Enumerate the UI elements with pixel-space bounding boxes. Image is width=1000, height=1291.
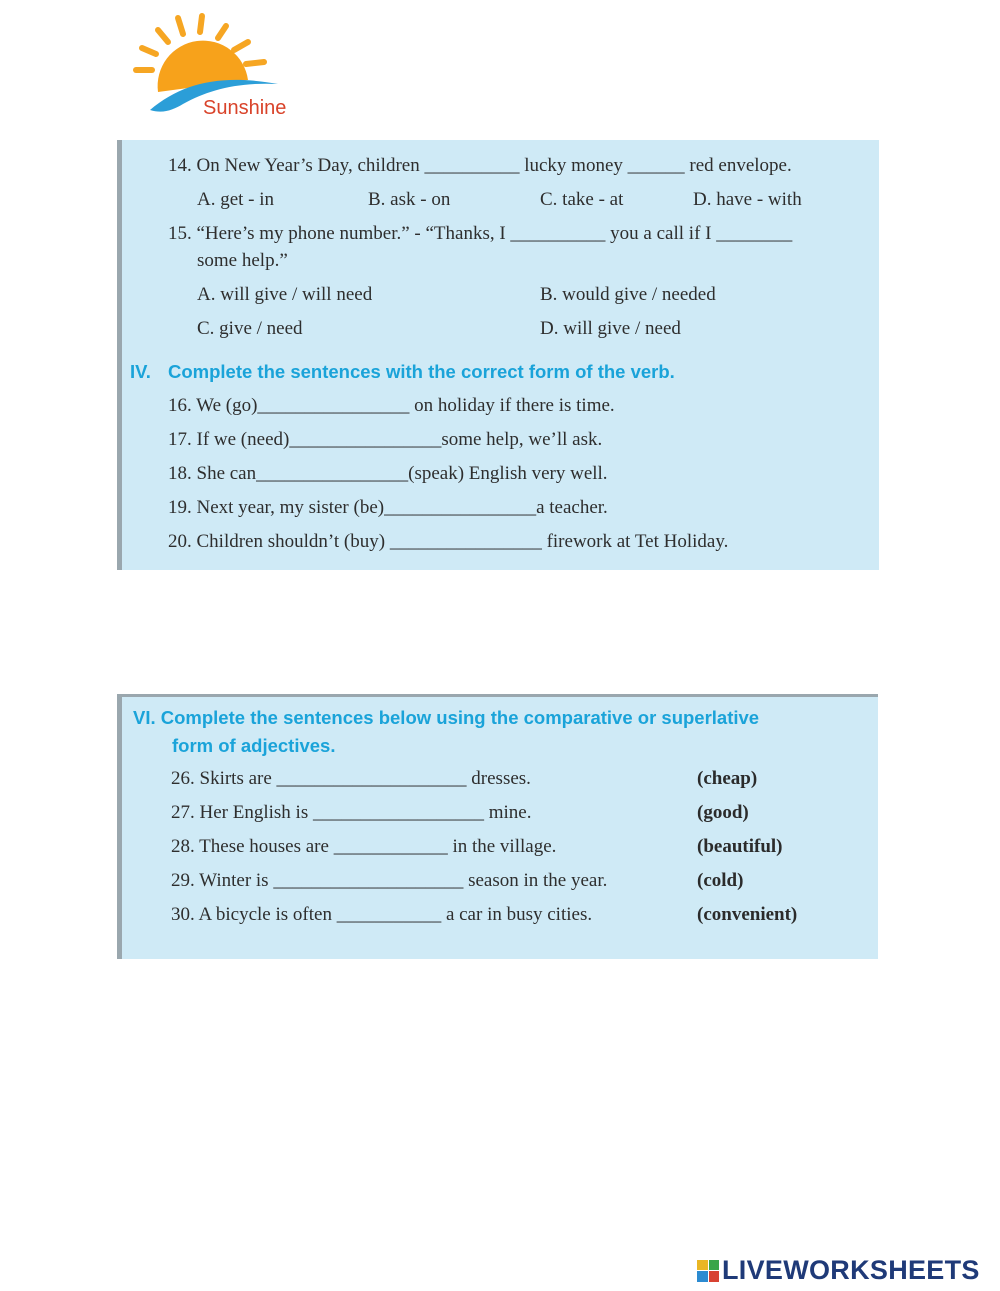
section-iv-number: IV. <box>130 361 151 382</box>
item-17: 17. If we (need)________________some help, we’ll ask. <box>168 429 603 450</box>
item-16: 16. We (go)________________ on holiday if there is time. <box>168 395 615 416</box>
item-29-hint: (cold) <box>697 870 744 891</box>
liveworksheets-logo <box>697 1255 980 1286</box>
liveworksheets-icon <box>697 1260 719 1282</box>
item-29: 29. Winter is ____________________ season in the year. <box>171 870 608 891</box>
liveworksheets-brand: LIVEWORKSHEETS <box>722 1255 980 1285</box>
sunshine-logo <box>128 12 298 127</box>
item-30: 30. A bicycle is often ___________ a car in busy cities. <box>171 904 593 925</box>
section-vi-heading: VI. Complete the sentences below using the comparative or superlative <box>133 707 760 728</box>
q14-option-b: B. ask - on <box>368 189 451 210</box>
q15-option-d: D. will give / need <box>540 318 681 339</box>
q14-option-a: A. get - in <box>197 189 275 210</box>
item-26-hint: (cheap) <box>697 768 758 789</box>
section-iv-heading: Complete the sentences with the correct form of the verb. <box>168 361 675 382</box>
item-19: 19. Next year, my sister (be)________________a teacher. <box>168 497 608 518</box>
q15-option-a: A. will give / will need <box>197 284 373 305</box>
item-28: 28. These houses are ____________ in the village. <box>171 836 557 857</box>
q15-option-b: B. would give / needed <box>540 284 716 305</box>
item-20: 20. Children shouldn’t (buy) ________________ firework at Tet Holiday. <box>168 531 729 552</box>
q14-option-c: C. take - at <box>540 189 624 210</box>
item-18: 18. She can________________(speak) English very well. <box>168 463 608 484</box>
item-30-hint: (convenient) <box>697 904 798 925</box>
item-26: 26. Skirts are ____________________ dresses. <box>171 768 531 789</box>
q15-option-c: C. give / need <box>197 318 303 339</box>
item-27-hint: (good) <box>697 802 749 823</box>
question-15-cont: some help.” <box>197 250 288 271</box>
logo-text: Sunshine <box>203 97 287 119</box>
q14-option-d: D. have - with <box>693 189 802 210</box>
item-28-hint: (beautiful) <box>697 836 783 857</box>
item-27: 27. Her English is __________________ mine. <box>171 802 532 823</box>
question-14: 14. On New Year’s Day, children __________ lucky money ______ red envelope. <box>168 155 792 176</box>
section-vi-heading-cont: form of adjectives. <box>172 735 336 756</box>
question-15: 15. “Here’s my phone number.” - “Thanks, I __________ you a call if I ________ <box>168 223 793 244</box>
